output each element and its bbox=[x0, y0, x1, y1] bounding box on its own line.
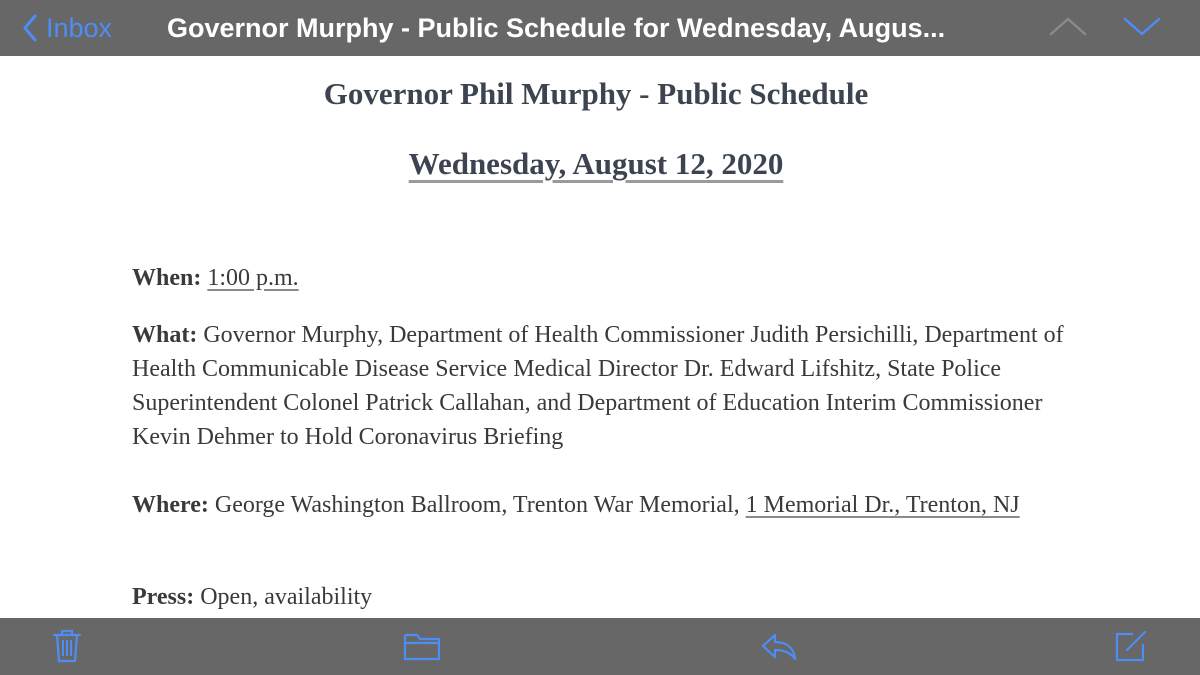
when-time-link[interactable]: 1:00 p.m. bbox=[207, 265, 299, 291]
move-to-folder-button[interactable] bbox=[403, 628, 441, 669]
reply-icon bbox=[760, 651, 798, 668]
navigation-bar bbox=[0, 0, 1200, 56]
schedule-date bbox=[0, 146, 1192, 182]
compose-button[interactable] bbox=[1113, 628, 1149, 669]
toolbar bbox=[0, 618, 1200, 675]
compose-icon bbox=[1113, 651, 1149, 668]
what-text: Governor Murphy, Department of Health Commissioner Judith Persichilli, Department of Health Communicable Disease Service Medical Director Dr. Edward Lifshitz, State Police Superintendent Colonel Patrick Callahan, and Department of Education Interim Commissioner Kevin Dehmer to Hold Coronavirus Briefing bbox=[132, 322, 1064, 450]
email-body bbox=[0, 56, 1200, 618]
previous-message-button[interactable] bbox=[1048, 14, 1088, 43]
back-label: Inbox bbox=[46, 13, 113, 43]
address-link[interactable]: 1 Memorial Dr., Trenton, NJ bbox=[745, 492, 1020, 518]
folder-icon bbox=[403, 651, 441, 668]
press-field bbox=[132, 580, 1132, 614]
schedule-date-text: Wednesday, August 12, 2020 bbox=[408, 146, 784, 181]
schedule-heading: Governor Phil Murphy - Public Schedule bbox=[323, 76, 869, 111]
reply-button[interactable] bbox=[760, 628, 798, 669]
press-text: Open, availability bbox=[200, 584, 373, 610]
press-label: Press: bbox=[132, 584, 195, 610]
trash-button[interactable] bbox=[52, 628, 82, 669]
what-field bbox=[132, 318, 1067, 454]
next-message-button[interactable] bbox=[1122, 14, 1162, 43]
when-label: When: bbox=[132, 265, 202, 291]
when-field bbox=[132, 261, 1132, 295]
what-label: What: bbox=[132, 322, 198, 348]
chevron-up-icon bbox=[1048, 25, 1088, 42]
back-to-inbox-button[interactable] bbox=[22, 8, 112, 48]
trash-icon bbox=[52, 651, 82, 668]
where-field bbox=[132, 488, 1052, 522]
chevron-down-icon bbox=[1122, 25, 1162, 42]
where-text: George Washington Ballroom, Trenton War Memorial, bbox=[214, 492, 740, 518]
chevron-left-icon bbox=[22, 14, 38, 42]
email-subject: Governor Murphy - Public Schedule for Wednesday, Augus... bbox=[167, 13, 946, 43]
where-label: Where: bbox=[132, 492, 209, 518]
